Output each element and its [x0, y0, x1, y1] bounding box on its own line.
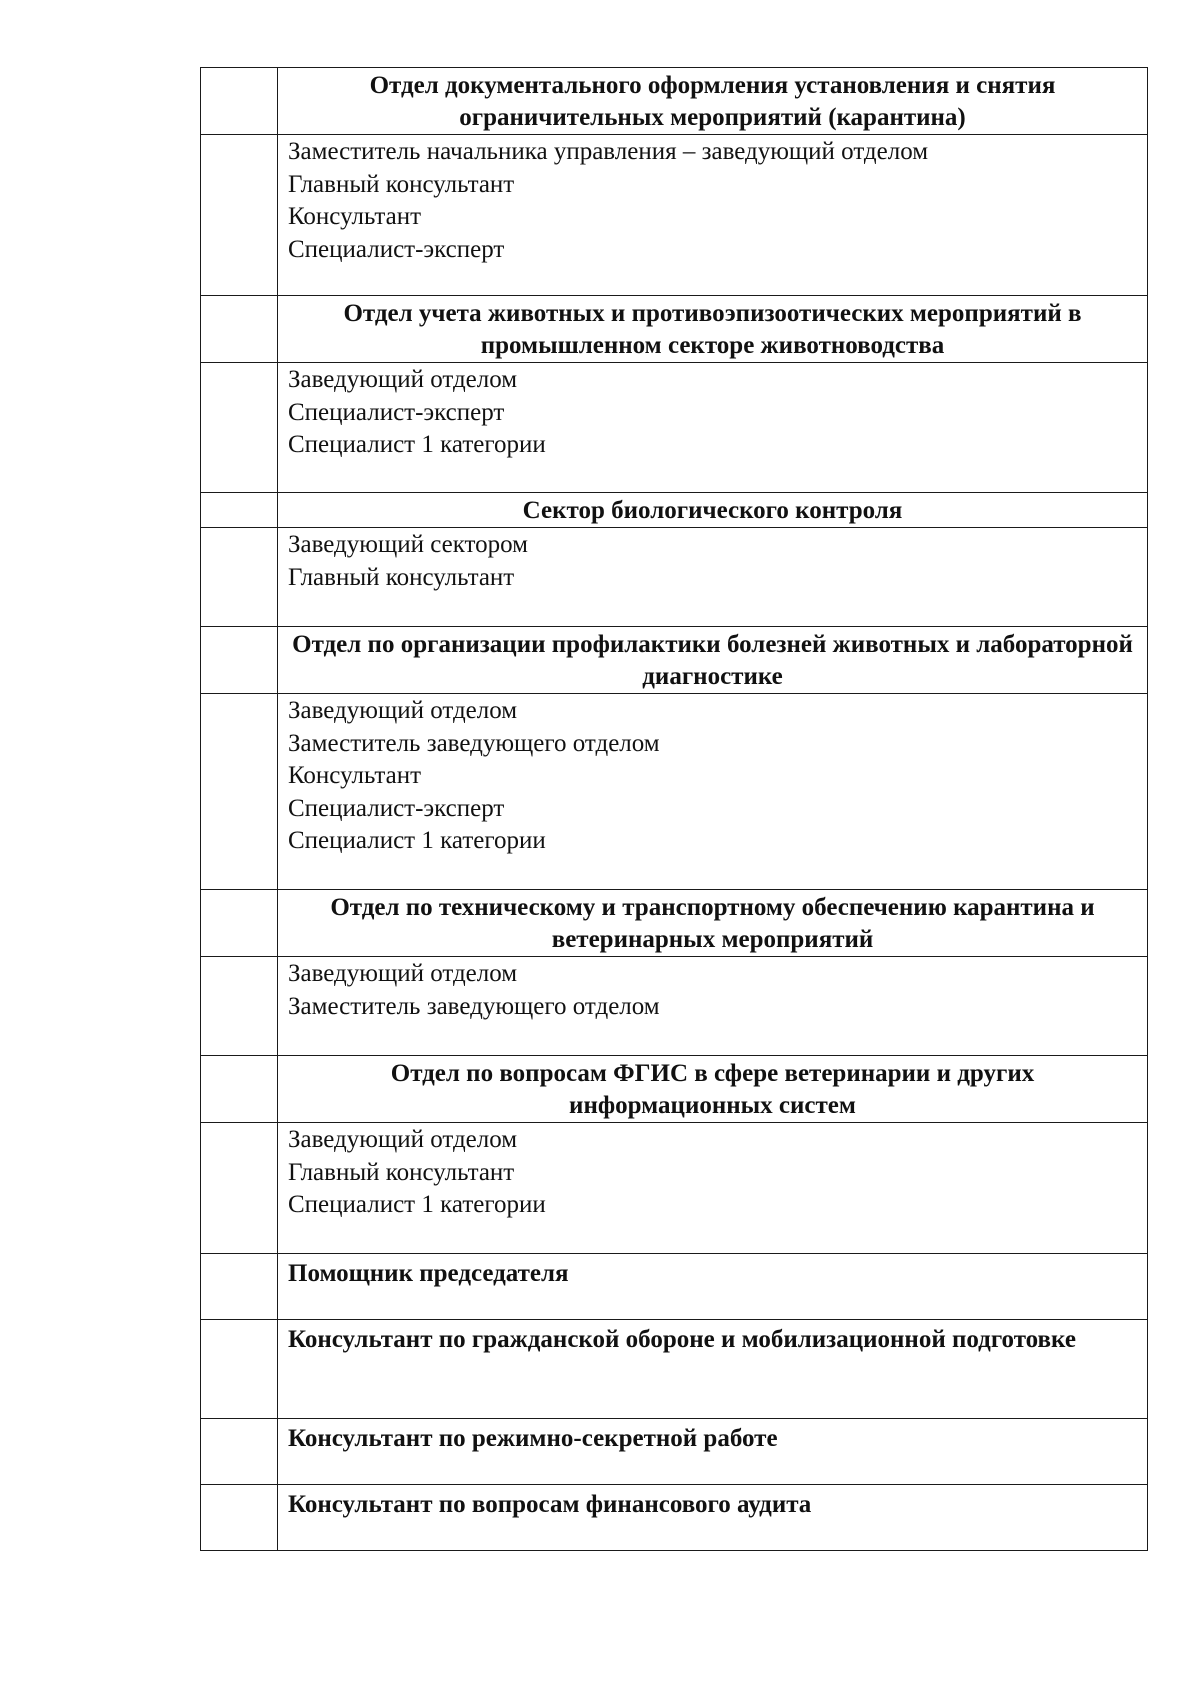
single-position-row [201, 1320, 1148, 1419]
position-list [278, 957, 1147, 1023]
section-header-row [201, 493, 1148, 528]
position-list [278, 363, 1147, 462]
number-cell [201, 1320, 278, 1419]
position-item: Специалист-эксперт [288, 235, 505, 263]
position-item: Консультант [288, 762, 422, 790]
position-item: Заместитель начальника управления – заведующий отделом [288, 138, 929, 165]
position-item: Консультант [288, 203, 422, 231]
number-cell [201, 627, 278, 694]
section-positions-row [201, 694, 1148, 890]
position-item: Специалист-эксперт [288, 794, 505, 822]
single-position-title: Консультант по вопросам финансового аудита [288, 1491, 812, 1518]
position-item: Специалист 1 категории [288, 1191, 546, 1219]
position-item: Заместитель заведующего отделом [288, 992, 660, 1020]
section-header-row [201, 1056, 1148, 1123]
position-item: Заведующий сектором [288, 531, 528, 558]
number-cell [201, 68, 278, 135]
position-item: Заведующий отделом [288, 960, 518, 987]
position-item: Специалист 1 категории [288, 431, 546, 459]
number-cell [201, 296, 278, 363]
single-position-row [201, 1419, 1148, 1485]
section-positions-row [201, 1123, 1148, 1254]
number-cell [201, 1123, 278, 1254]
position-list [278, 528, 1147, 594]
single-position-row [201, 1254, 1148, 1320]
number-cell [201, 694, 278, 890]
number-cell [201, 493, 278, 528]
section-positions-row [201, 528, 1148, 627]
section-positions-row [201, 135, 1148, 296]
position-list [278, 1123, 1147, 1222]
number-cell [201, 1254, 278, 1320]
number-cell [201, 528, 278, 627]
section-header-row [201, 627, 1148, 694]
number-cell [201, 890, 278, 957]
position-item: Заместитель заведующего отделом [288, 729, 660, 757]
section-title: Отдел по техническому и транспортному обеспечению карантина и ветеринарных мероприятий [330, 894, 1095, 953]
section-positions-row [201, 957, 1148, 1056]
single-position-title: Консультант по режимно-секретной работе [288, 1425, 778, 1452]
section-header-row [201, 890, 1148, 957]
position-item: Специалист 1 категории [288, 827, 546, 855]
section-title: Сектор биологического контроля [522, 497, 903, 524]
number-cell [201, 957, 278, 1056]
position-item: Специалист-эксперт [288, 398, 505, 426]
number-cell [201, 1056, 278, 1123]
staff-structure-table [200, 67, 1148, 1551]
single-position-title: Консультант по гражданской обороне и мобилизационной подготовке [288, 1326, 1076, 1353]
position-item: Главный консультант [288, 1158, 515, 1186]
section-header-row [201, 296, 1148, 363]
position-list [278, 135, 1147, 266]
section-title: Отдел учета животных и противоэпизоотических мероприятий в промышленном секторе животноводства [343, 300, 1082, 359]
section-title: Отдел по организации профилактики болезней животных и лабораторной диагностике [292, 631, 1133, 690]
position-item: Заведующий отделом [288, 366, 518, 393]
position-item: Заведующий отделом [288, 1126, 518, 1153]
position-item: Заведующий отделом [288, 697, 518, 724]
section-title: Отдел документального оформления установления и снятия ограничительных мероприятий (карантина) [369, 72, 1056, 131]
single-position-title: Помощник председателя [288, 1260, 569, 1287]
position-item: Главный консультант [288, 170, 515, 198]
position-list [278, 694, 1147, 858]
number-cell [201, 363, 278, 493]
position-item: Главный консультант [288, 563, 515, 591]
number-cell [201, 1485, 278, 1551]
section-header-row [201, 68, 1148, 135]
section-positions-row [201, 363, 1148, 493]
section-title: Отдел по вопросам ФГИС в сфере ветеринарии и других информационных систем [390, 1060, 1035, 1119]
single-position-row [201, 1485, 1148, 1551]
number-cell [201, 135, 278, 296]
number-cell [201, 1419, 278, 1485]
